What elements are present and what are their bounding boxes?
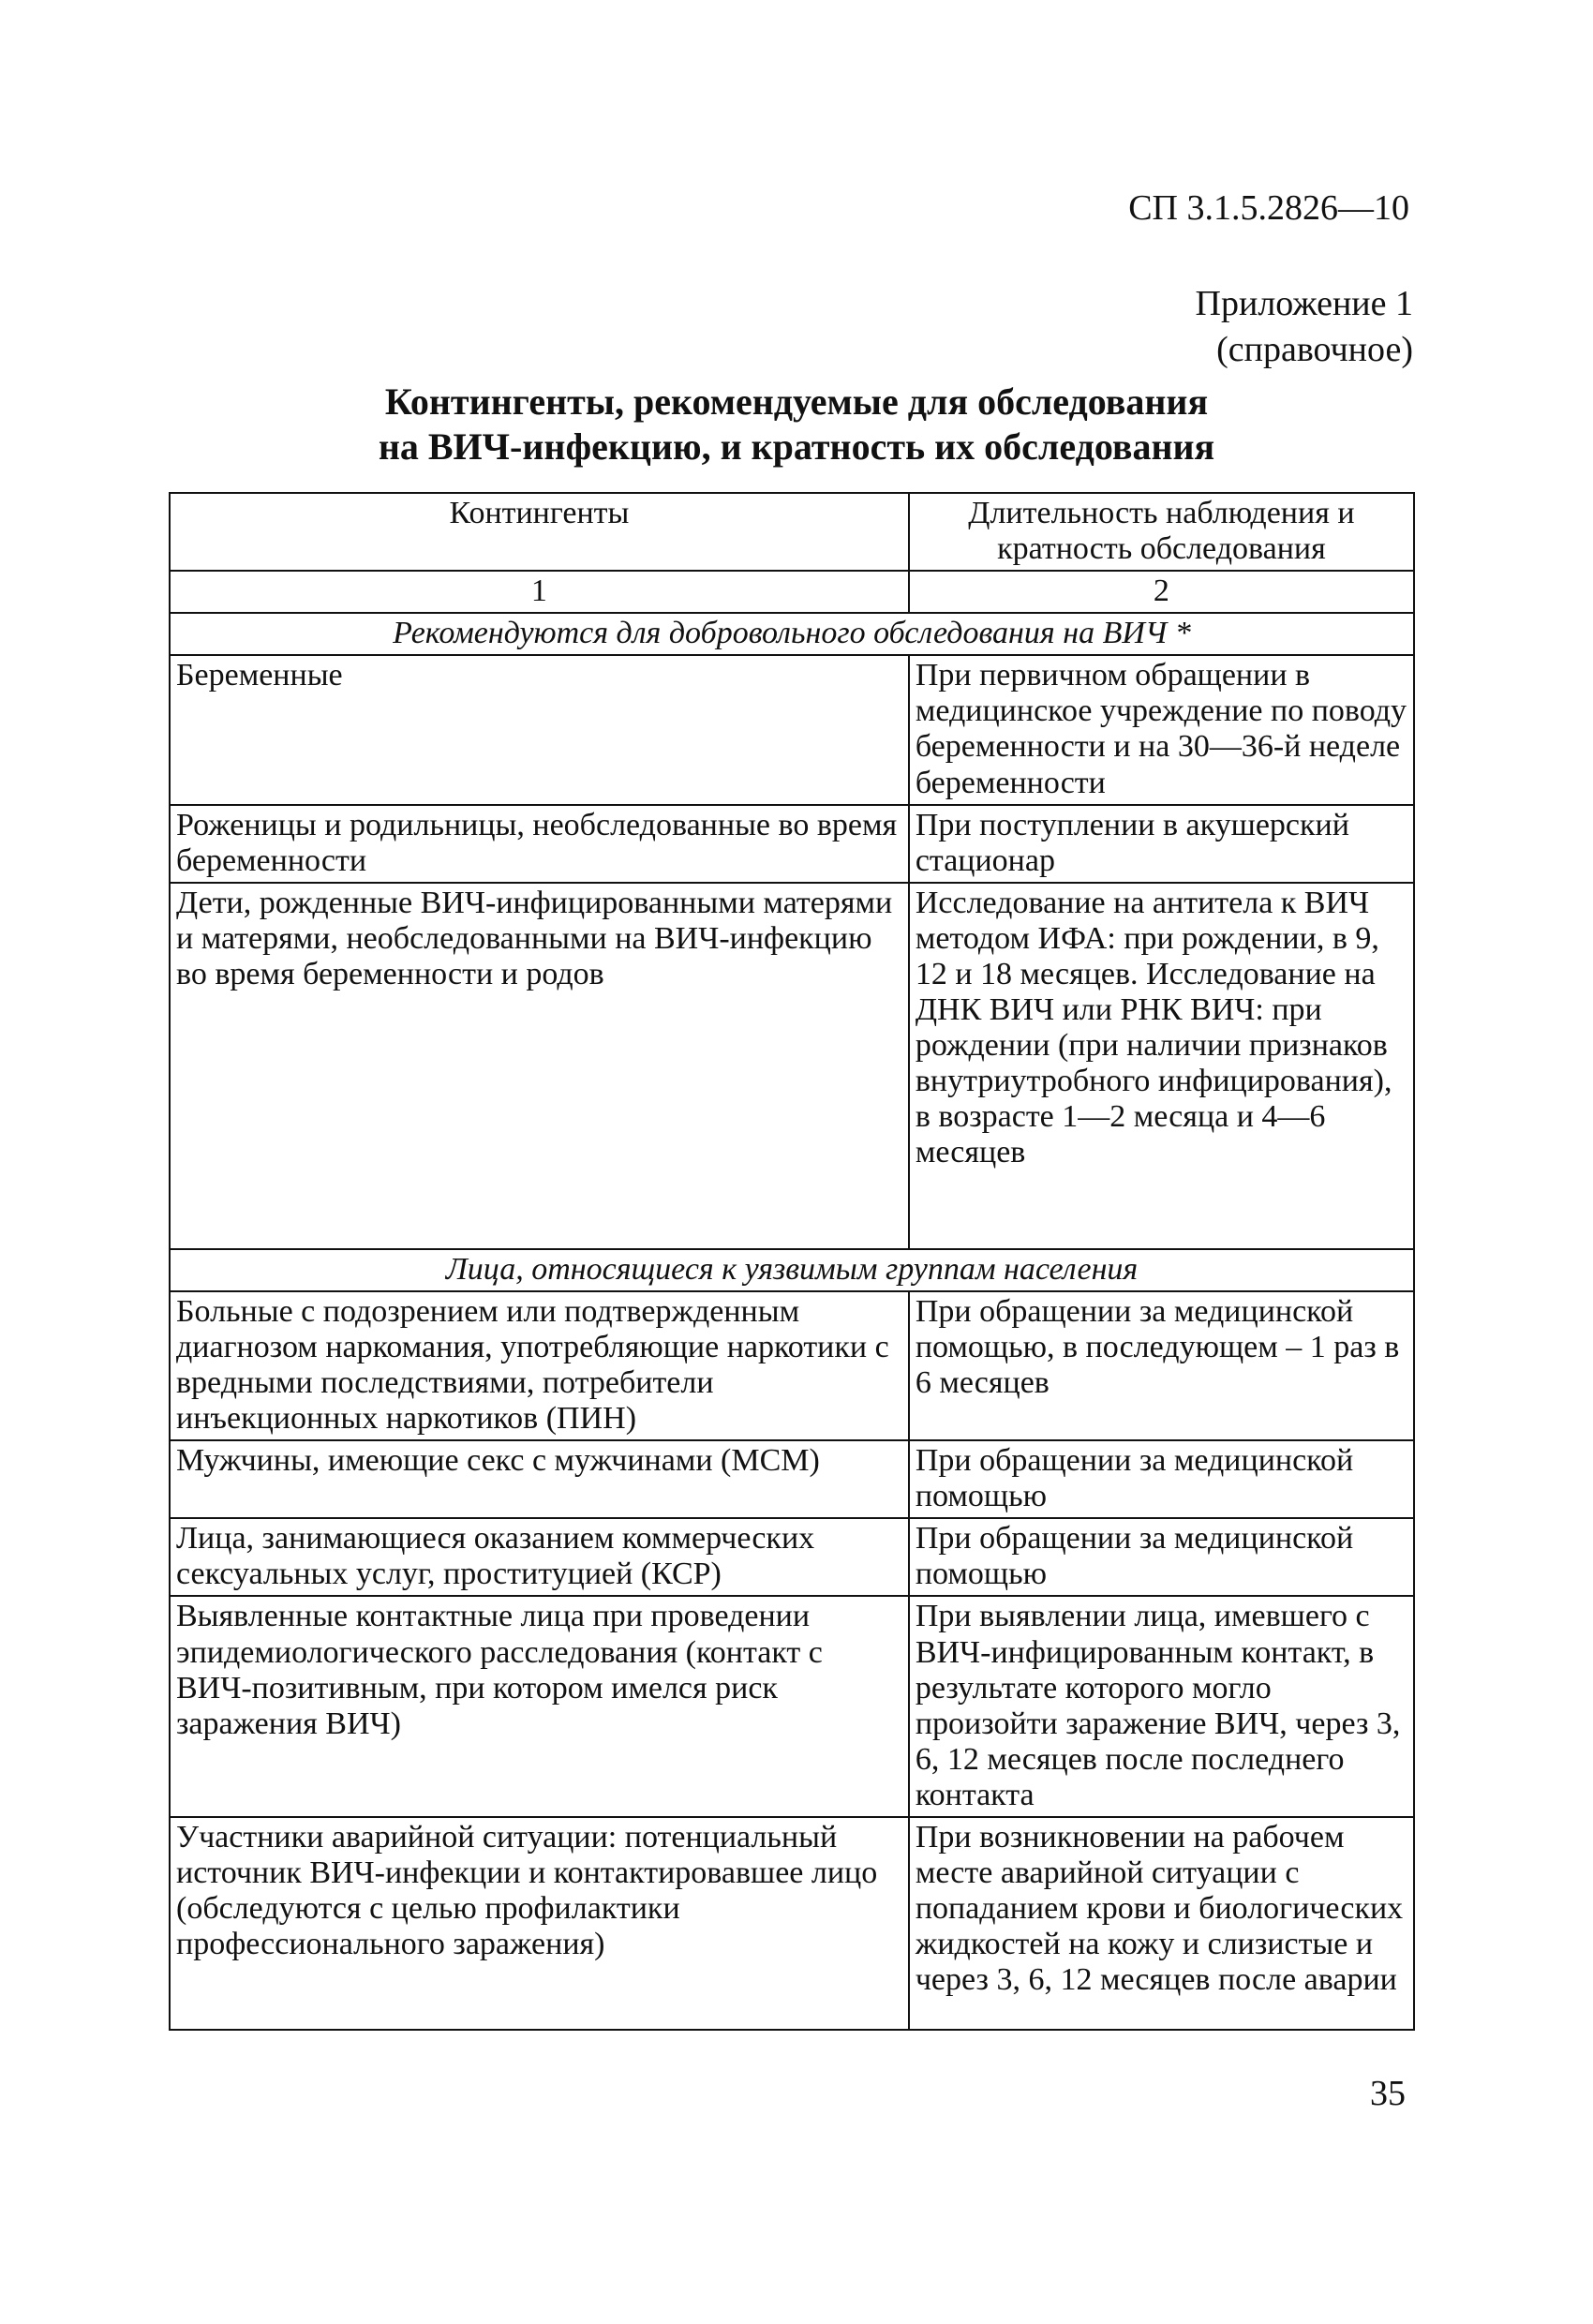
contingent-cell: Роженицы и родильницы, необследованные во время беременности: [170, 805, 909, 883]
schedule-cell: При первичном обращении в медицинское учреждение по поводу беременности и на 30—36-й неделе беременности: [909, 655, 1414, 804]
group-heading-voluntary: Рекомендуются для добровольного обследования на ВИЧ *: [170, 613, 1414, 655]
column-number-2: 2: [909, 571, 1414, 613]
contingent-cell: Мужчины, имеющие секс с мужчинами (МСМ): [170, 1440, 909, 1518]
column-header-contingents: Контингенты: [170, 493, 909, 571]
schedule-cell: При возникновении на рабочем месте аварийной ситуации с попаданием крови и биологических жидкостей на кожу и слизистые и через 3, 6, 12 месяцев после аварии: [909, 1817, 1414, 2030]
contingent-cell: Участники аварийной ситуации: потенциальный источник ВИЧ-инфекции и контактировавшее лицо (обследуются с целью профилактики профессионального заражения): [170, 1817, 909, 2030]
column-header-schedule: Длительность наблюдения и кратность обследования: [909, 493, 1414, 571]
schedule-cell: Исследование на антитела к ВИЧ методом ИФА: при рождении, в 9, 12 и 18 месяцев. Исследование на ДНК ВИЧ или РНК ВИЧ: при рождении (при наличии признаков внутриутробного инфицирования), в возрасте 1—2 месяца и 4—6 месяцев: [909, 883, 1414, 1249]
contingent-cell: Лица, занимающиеся оказанием коммерческих сексуальных услуг, проституцией (КСР): [170, 1518, 909, 1596]
contingent-cell: Больные с подозрением или подтвержденным диагнозом наркомания, употребляющие наркотики с вредными последствиями, потребители инъекционных наркотиков (ПИН): [170, 1291, 909, 1440]
table-row: [170, 1291, 1414, 1440]
schedule-cell: При поступлении в акушерский стационар: [909, 805, 1414, 883]
contingent-cell: Дети, рожденные ВИЧ-инфицированными матерями и матерями, необследованными на ВИЧ-инфекцию во время беременности и родов: [170, 883, 909, 1249]
table-row: [170, 1440, 1414, 1518]
appendix-number: Приложение 1: [1195, 284, 1413, 323]
group-row-vulnerable: [170, 1249, 1414, 1291]
group-row-voluntary: [170, 613, 1414, 655]
group-heading-vulnerable: Лица, относящиеся к уязвимым группам населения: [170, 1249, 1414, 1291]
appendix-type: (справочное): [1216, 329, 1413, 369]
table-row: [170, 883, 1414, 1249]
table-row: [170, 1596, 1414, 1816]
schedule-cell: При выявлении лица, имевшего с ВИЧ-инфицированным контакт, в результате которого могло произойти заражение ВИЧ, через 3, 6, 12 месяцев после последнего контакта: [909, 1596, 1414, 1816]
table-header-row: [170, 493, 1414, 571]
table-title-line-2: на ВИЧ-инфекцию, и кратность их обследования: [378, 425, 1215, 468]
schedule-cell: При обращении за медицинской помощью: [909, 1440, 1414, 1518]
document-code: СП 3.1.5.2826—10: [1128, 188, 1409, 228]
table-row: [170, 1518, 1414, 1596]
table-row: [170, 1817, 1414, 2030]
column-number-row: [170, 571, 1414, 613]
schedule-cell: При обращении за медицинской помощью, в последующем – 1 раз в 6 месяцев: [909, 1291, 1414, 1440]
schedule-cell: При обращении за медицинской помощью: [909, 1518, 1414, 1596]
table-title: [169, 380, 1424, 469]
column-number-1: 1: [170, 571, 909, 613]
table-title-line-1: Контингенты, рекомендуемые для обследования: [384, 380, 1209, 423]
appendix-label: [1196, 281, 1413, 372]
page-number: 35: [1370, 2074, 1406, 2113]
screening-table-container: [169, 492, 1415, 2031]
contingent-cell: Выявленные контактные лица при проведении эпидемиологического расследования (контакт с ВИЧ-позитивным, при котором имелся риск заражения ВИЧ): [170, 1596, 909, 1816]
contingent-cell: Беременные: [170, 655, 909, 804]
screening-table: [169, 492, 1415, 2031]
table-row: [170, 655, 1414, 804]
table-row: [170, 805, 1414, 883]
